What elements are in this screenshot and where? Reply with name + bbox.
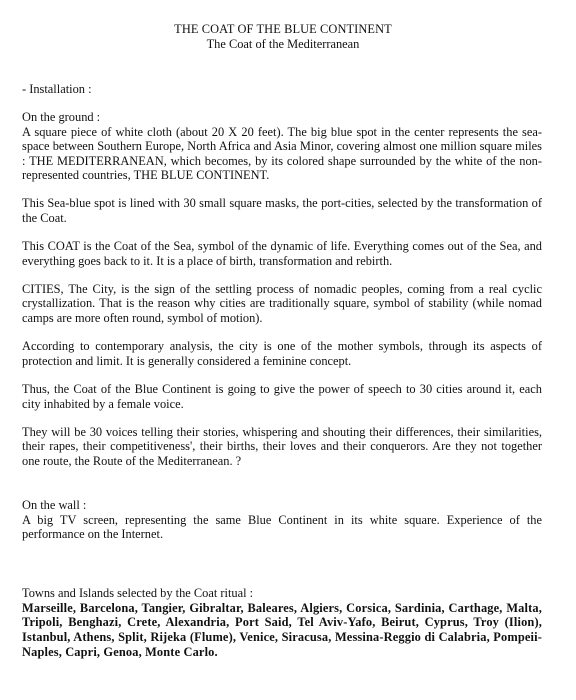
- analysis-paragraph: According to contemporary analysis, the city is one of the mother symbols, through its aspects of protection and limit. It is generally considered a feminine concept.: [22, 339, 542, 368]
- coat-paragraph: This COAT is the Coat of the Sea, symbol of the dynamic of life. Everything comes out of the Sea, and everything goes back to it. It is a place of birth, transformation and rebirth.: [22, 239, 542, 268]
- voices-paragraph: They will be 30 voices telling their stories, whispering and shouting their differences, their similarities, their rapes, their competitiveness', their births, their loves and their conquerors. Are they not together one route, the Route of the Mediterranean. ?: [22, 424, 542, 468]
- wall-heading: On the wall :: [22, 498, 87, 513]
- installation-heading: - Installation :: [22, 82, 92, 96]
- ground-paragraph: A square piece of white cloth (about 20 X 20 feet). The big blue spot in the center represents the sea-space between Southern Europe, North Africa and Asia Minor, covering almost one million square miles : THE MEDITERRANEAN, which becomes, by its colored shape surrounded by the white of the non-represented countries, THE BLUE CONTINENT.: [22, 124, 542, 183]
- document-header: [22, 22, 542, 52]
- towns-list: Marseille, Barcelona, Tangier, Gibraltar, Baleares, Algiers, Corsica, Sardinia, Carthage, Malta, Tripoli, Benghazi, Crete, Alexandria, Port Said, Tel Aviv-Yafo, Beirut, Cyprus, Troy (Ilion), Istanbul, Athens, Split, Rijeka (Flume), Venice, Siracusa, Messina-Reggio di Calabria, Pompeii-Naples, Capri, Genoa, Monte Carlo.: [22, 600, 542, 659]
- masks-paragraph: This Sea-blue spot is lined with 30 small square masks, the port-cities, selected by the transformation of the Coat.: [22, 196, 542, 225]
- cities-paragraph: CITIES, The City, is the sign of the settling process of nomadic peoples, coming from a real cyclic crystallization. That is the reason why cities are traditionally square, symbol of stability (while nomad camps are more often round, symbol of motion).: [22, 282, 542, 325]
- document-subtitle: The Coat of the Mediterranean: [206, 37, 360, 51]
- document-title: THE COAT OF THE BLUE CONTINENT: [174, 22, 392, 36]
- towns-heading: Towns and Islands selected by the Coat ritual :: [22, 586, 254, 601]
- wall-paragraph: A big TV screen, representing the same Blue Continent in its white square. Experience of the performance on the Internet.: [22, 512, 542, 541]
- ground-heading: On the ground :: [22, 110, 101, 125]
- thus-paragraph: Thus, the Coat of the Blue Continent is going to give the power of speech to 30 cities around it, each city inhabited by a female voice.: [22, 382, 542, 411]
- document-page: [22, 22, 542, 659]
